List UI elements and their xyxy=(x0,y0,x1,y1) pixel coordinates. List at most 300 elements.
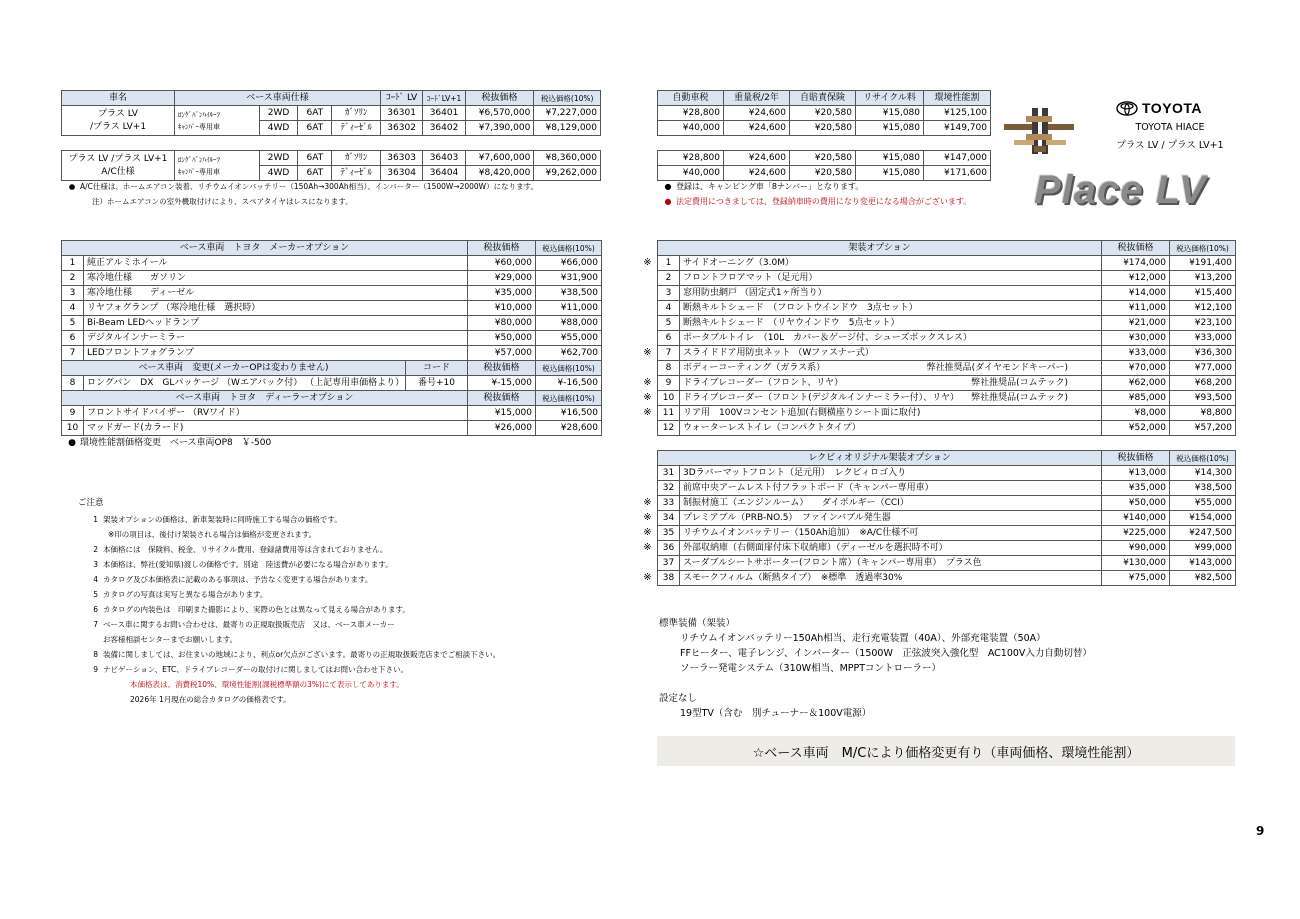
item-price-tax: ¥16,500 xyxy=(536,406,602,421)
tax-cell: ¥149,700 xyxy=(924,121,991,136)
item-name: リヤフォグランプ （寒冷地仕様 選択時） xyxy=(84,301,468,316)
item-name: スライドドア用防虫ネット （Wファスナー式） xyxy=(683,347,874,358)
price-change-banner xyxy=(657,736,1235,766)
asterisk-mark: ※ xyxy=(643,407,652,418)
model-name: TOYOTA HIACE xyxy=(1135,122,1205,133)
table-row xyxy=(658,346,1236,361)
orig-options-table xyxy=(657,450,1236,586)
table-row xyxy=(62,316,602,331)
price-cell: ¥8,420,000 xyxy=(465,166,534,181)
notice-item: 1 架装オプションの価格は、新車架装時に同時施工する場合の価格です。 xyxy=(93,515,342,524)
col-header-price: 税抜価格 xyxy=(468,361,536,376)
drive-cell: 2WD xyxy=(259,106,297,121)
item-price: ¥12,000 xyxy=(1102,271,1170,286)
car-name-cell: プラス LV /プラス LV+1 A/C仕様 xyxy=(62,151,175,181)
item-name-cell xyxy=(680,346,1102,361)
brand-emblem-icon xyxy=(1004,106,1074,156)
item-no: 35 xyxy=(658,526,680,541)
col-header-car-name: 車名 xyxy=(62,91,175,106)
item-no: 11 xyxy=(658,406,680,421)
item-extra: 弊社推奨品(ダイヤモンドキーパー) xyxy=(926,362,1069,373)
item-no: 3 xyxy=(658,286,680,301)
drive-cell: 2WD xyxy=(259,151,297,166)
item-name: デジタルインナーミラー xyxy=(84,331,468,346)
col-header-price: 税抜価格 xyxy=(468,241,536,256)
item-no: 9 xyxy=(62,406,84,421)
code-lv1-cell: 36402 xyxy=(423,121,465,136)
col-header-recycle: リサイクル料 xyxy=(856,91,924,106)
item-no: 1 xyxy=(658,256,680,271)
tax-cell: ¥40,000 xyxy=(658,121,724,136)
item-price-tax: ¥36,300 xyxy=(1170,346,1236,361)
item-no: 4 xyxy=(62,301,84,316)
item-name: LEDフロントフォグランプ xyxy=(84,346,468,361)
price-change-banner-text: ☆ベース車両 M/Cにより価格変更有り（車両価格、環境性能割） xyxy=(752,745,1140,761)
item-code: 番号+10 xyxy=(406,376,468,391)
item-price: ¥21,000 xyxy=(1102,316,1170,331)
item-price-tax: ¥8,800 xyxy=(1170,406,1236,421)
code-lv1-cell: 36403 xyxy=(423,151,465,166)
notice-item: 2 本価格には 保険料、税金、リサイクル費用、登録諸費用等は含まれておりません。 xyxy=(93,545,388,554)
tax-cell: ¥24,600 xyxy=(724,166,790,181)
asterisk-mark: ※ xyxy=(643,392,652,403)
item-price-tax: ¥154,000 xyxy=(1170,511,1236,526)
col-header-base-spec: ベース車両仕様 xyxy=(175,91,381,106)
table-row xyxy=(658,361,1236,376)
price-tax-cell: ¥7,227,000 xyxy=(534,106,601,121)
setting-none-line: 19型TV（含む 別チューナー＆100V電源） xyxy=(680,708,872,719)
item-price: ¥75,000 xyxy=(1102,571,1170,586)
tax-cell: ¥20,580 xyxy=(790,106,856,121)
col-header-price: 税抜価格 xyxy=(468,391,536,406)
item-price: ¥26,000 xyxy=(468,421,536,436)
table-row xyxy=(658,271,1236,286)
code-lv-cell: 36304 xyxy=(380,166,422,181)
trans-cell: 6AT xyxy=(298,121,332,136)
table-row xyxy=(658,496,1236,511)
item-name-cell xyxy=(680,331,1102,346)
item-no: 3 xyxy=(62,286,84,301)
item-no: 10 xyxy=(658,391,680,406)
table-row xyxy=(62,286,602,301)
asterisk-mark: ※ xyxy=(643,512,652,523)
legal-fee-note: ● 法定費用につきましては、登録納車時の費用になり変更になる場合がございます。 xyxy=(664,197,972,206)
table-row xyxy=(62,331,602,346)
notices-title: ご注意 xyxy=(78,498,104,508)
tax-cell: ¥28,800 xyxy=(658,106,724,121)
item-name: 寒冷地仕様 ガソリン xyxy=(84,271,468,286)
item-name: 窓用防虫網戸 （固定式1ヶ所当り） xyxy=(683,287,827,298)
table-row xyxy=(658,316,1236,331)
item-name: ロングバン DX GLパッケージ （Wエアバック付） （上記専用車価格より） xyxy=(84,376,406,391)
item-name-cell xyxy=(680,301,1102,316)
col-header-code: コード xyxy=(406,361,468,376)
col-header-price: 税抜価格 xyxy=(1102,241,1170,256)
item-price: ¥35,000 xyxy=(1102,481,1170,496)
item-price: ¥130,000 xyxy=(1102,556,1170,571)
car-type-cell: ﾛﾝｸﾞﾊﾞﾝﾊｲﾙｰﾌ ｷｬﾝﾊﾟｰ専用車 xyxy=(175,151,260,181)
item-price: ¥50,000 xyxy=(468,331,536,346)
col-header-price-tax: 税込価格(10%) xyxy=(536,241,602,256)
car-type-cell: ﾛﾝｸﾞﾊﾞﾝﾊｲﾙｰﾌ ｷｬﾝﾊﾟｰ専用車 xyxy=(175,106,260,136)
drive-cell: 4WD xyxy=(259,121,297,136)
item-price: ¥50,000 xyxy=(1102,496,1170,511)
item-no: 2 xyxy=(658,271,680,286)
col-header-code-lv1: ｺｰﾄﾞLV+1 xyxy=(423,91,465,106)
build-options-title: 架装オプション xyxy=(658,241,1102,256)
item-price-tax: ¥38,500 xyxy=(536,286,602,301)
table-row xyxy=(62,346,602,361)
grade-name: プラス LV / プラス LV+1 xyxy=(1116,140,1224,151)
build-options-table xyxy=(657,240,1236,436)
catalog-date-note: 2026年 1月現在の総合カタログの価格表です。 xyxy=(130,695,291,704)
item-extra: 弊社推奨品(コムテック) xyxy=(971,392,1069,403)
table-row xyxy=(62,271,602,286)
table-row xyxy=(62,406,602,421)
table-row xyxy=(658,421,1236,436)
item-name: ポータブルトイレ （10L カバー＆ゲージ付、シューズボックスレス） xyxy=(683,332,972,343)
item-name: スモークフィルム（断熱タイプ） ※標準 透過率30% xyxy=(680,571,1102,586)
item-price: ¥35,000 xyxy=(468,286,536,301)
item-no: 37 xyxy=(658,556,680,571)
tax-cell: ¥20,580 xyxy=(790,166,856,181)
col-header-price-tax: 税込価格(10%) xyxy=(536,361,602,376)
notice-item: 5 カタログの写真は実写と異なる場合があります。 xyxy=(93,590,268,599)
notice-item: お客様相談センターまでお願いします。 xyxy=(103,635,238,644)
item-name-cell xyxy=(680,271,1102,286)
notices-section xyxy=(78,497,598,707)
asterisk-mark xyxy=(638,330,657,345)
item-name: プレミアブル（PRB-NO.5） ファインバブル発生器 xyxy=(680,511,1102,526)
item-no: 7 xyxy=(62,346,84,361)
item-name: 断熱キルトシェード （フロントウインドウ 3点セット） xyxy=(683,302,918,313)
asterisk-mark xyxy=(638,555,657,570)
tax-cell: ¥28,800 xyxy=(658,151,724,166)
asterisk-mark: ※ xyxy=(643,347,652,358)
item-no: 2 xyxy=(62,271,84,286)
code-lv1-cell: 36401 xyxy=(423,106,465,121)
item-price-tax: ¥191,400 xyxy=(1170,256,1236,271)
item-name: 前席中央アームレスト付フラットボード（キャンパー専用車） xyxy=(680,481,1102,496)
item-name-cell xyxy=(680,256,1102,271)
fuel-cell: ﾃﾞｨｰｾﾞﾙ xyxy=(332,121,380,136)
orig-options-marks xyxy=(638,450,657,585)
item-price: ¥52,000 xyxy=(1102,421,1170,436)
table-row xyxy=(658,406,1236,421)
notice-item: 3 本価格は、弊社(愛知県)渡しの価格です。別途 陸送費が必要になる場合があります。 xyxy=(93,560,393,569)
base-vehicle-table xyxy=(61,90,601,136)
asterisk-mark xyxy=(638,480,657,495)
item-price: ¥174,000 xyxy=(1102,256,1170,271)
notice-item: 7 ベース車に関するお問い合わせは、最寄りの正規取扱販売店 又は、ベース車メーカー xyxy=(93,620,395,629)
item-price: ¥29,000 xyxy=(468,271,536,286)
item-no: 1 xyxy=(62,256,84,271)
item-price-tax: ¥247,500 xyxy=(1170,526,1236,541)
item-price-tax: ¥33,000 xyxy=(1170,331,1236,346)
asterisk-mark xyxy=(638,360,657,375)
table-row xyxy=(62,301,602,316)
item-price: ¥13,000 xyxy=(1102,466,1170,481)
env-tax-note: ● 環境性能割価格変更 ベース車両OP8 ￥-500 xyxy=(68,438,272,448)
orig-options-title: レクビィオリジナル架装オプション xyxy=(658,451,1102,466)
col-header-price: 税抜価格 xyxy=(465,91,534,106)
tax-display-note: 本価格表は、消費税10%、環境性能割(課税標準額の3%)にて表示してあります。 xyxy=(130,680,404,689)
car-name-cell: プラス LV /プラス LV+1 xyxy=(62,106,175,136)
item-no: 12 xyxy=(658,421,680,436)
item-price-tax: ¥12,100 xyxy=(1170,301,1236,316)
table-row xyxy=(658,511,1236,526)
item-price: ¥10,000 xyxy=(468,301,536,316)
tax-cell: ¥125,100 xyxy=(924,106,991,121)
item-no: 38 xyxy=(658,571,680,586)
col-header-weight-tax: 重量税/2年 xyxy=(724,91,790,106)
dealer-options-title: ベース車両 トヨタ ディーラーオプション xyxy=(62,391,468,406)
item-name-cell xyxy=(680,316,1102,331)
item-no: 9 xyxy=(658,376,680,391)
item-price: ¥8,000 xyxy=(1102,406,1170,421)
tax-cell: ¥20,580 xyxy=(790,151,856,166)
item-price-tax: ¥55,000 xyxy=(1170,496,1236,511)
tax-cell: ¥15,080 xyxy=(856,166,924,181)
item-no: 6 xyxy=(658,331,680,346)
item-no: 36 xyxy=(658,541,680,556)
setting-none-title: 設定なし xyxy=(659,693,698,704)
trans-cell: 6AT xyxy=(298,106,332,121)
item-no: 5 xyxy=(658,316,680,331)
toyota-wordmark: TOYOTA xyxy=(1142,100,1203,116)
item-price-tax: ¥14,300 xyxy=(1170,466,1236,481)
item-name-cell xyxy=(680,406,1102,421)
tax-cell: ¥147,000 xyxy=(924,151,991,166)
item-price: ¥140,000 xyxy=(1102,511,1170,526)
item-price-tax: ¥28,600 xyxy=(536,421,602,436)
col-header-price-tax: 税込価格(10%) xyxy=(1170,241,1236,256)
notice-item: 4 カタログ及び本価格表に記載のある事項は、予告なく変更する場合があります。 xyxy=(93,575,373,584)
item-name: ボディーコーティング（ガラス系） xyxy=(683,362,826,373)
item-no: 6 xyxy=(62,331,84,346)
item-price-tax: ¥93,500 xyxy=(1170,391,1236,406)
item-name-cell xyxy=(680,286,1102,301)
item-price: ¥80,000 xyxy=(468,316,536,331)
table-row xyxy=(658,301,1236,316)
place-lv-logo xyxy=(1034,168,1229,214)
item-name: スーダブルシートサポーター(フロント席）（キャンパー専用車） プラス色 xyxy=(680,556,1102,571)
price-cell: ¥7,390,000 xyxy=(465,121,534,136)
tax-fee-table xyxy=(657,90,991,136)
item-no: 8 xyxy=(62,376,84,391)
item-name: マッドガード(カラード) xyxy=(84,421,468,436)
price-tax-cell: ¥8,360,000 xyxy=(534,151,601,166)
asterisk-mark: ※ xyxy=(643,572,652,583)
item-name-cell xyxy=(680,391,1102,406)
item-no: 10 xyxy=(62,421,84,436)
item-name: リア用 100Vコンセント追加(右側横座りシート面に取付) xyxy=(683,407,921,418)
tax-cell: ¥171,600 xyxy=(924,166,991,181)
price-cell: ¥7,600,000 xyxy=(465,151,534,166)
fuel-cell: ｶﾞｿﾘﾝ xyxy=(332,106,380,121)
item-name: 断熱キルトシェード （リヤウインドウ 5点セット） xyxy=(683,317,900,328)
item-name: サイドオーニング（3.0M） xyxy=(683,257,794,268)
item-price: ¥33,000 xyxy=(1102,346,1170,361)
equipment-line: FFヒーター、電子レンジ、インバーター（1500W 正弦波突入強化型 AC100V入力自動切替） xyxy=(680,648,1092,659)
item-price-tax: ¥143,000 xyxy=(1170,556,1236,571)
code-lv-cell: 36301 xyxy=(380,106,422,121)
item-price-tax: ¥13,200 xyxy=(1170,271,1236,286)
tax-cell: ¥24,600 xyxy=(724,151,790,166)
col-header-insurance: 自賠責保険 xyxy=(790,91,856,106)
item-no: 5 xyxy=(62,316,84,331)
code-lv-cell: 36303 xyxy=(380,151,422,166)
table-row xyxy=(658,526,1236,541)
item-name-cell xyxy=(680,361,1102,376)
asterisk-mark: ※ xyxy=(643,542,652,553)
item-no: 31 xyxy=(658,466,680,481)
col-header-price-tax: 税込価格(10%) xyxy=(1170,451,1236,466)
tax-cell: ¥40,000 xyxy=(658,166,724,181)
item-price-tax: ¥11,000 xyxy=(536,301,602,316)
tax-fee-ac-table xyxy=(657,150,991,181)
fuel-cell: ｶﾞｿﾘﾝ xyxy=(332,151,380,166)
toyota-emblem-icon xyxy=(1116,101,1138,116)
col-header-auto-tax: 自動車税 xyxy=(658,91,724,106)
table-row xyxy=(658,256,1236,271)
table-row xyxy=(658,571,1236,586)
code-lv1-cell: 36404 xyxy=(423,166,465,181)
toyota-logo xyxy=(1116,99,1226,117)
table-row xyxy=(62,421,602,436)
item-price-tax: ¥-16,500 xyxy=(536,376,602,391)
place-lv-logo-text: Place LV xyxy=(1034,168,1207,212)
item-name: フロントサイドバイザー （RVワイド） xyxy=(84,406,468,421)
item-price-tax: ¥77,000 xyxy=(1170,361,1236,376)
maker-options-title: ベース車両 トヨタ メーカーオプション xyxy=(62,241,468,256)
item-price-tax: ¥82,500 xyxy=(1170,571,1236,586)
item-price-tax: ¥62,700 xyxy=(536,346,602,361)
equipment-section xyxy=(659,616,1219,721)
item-price: ¥85,000 xyxy=(1102,391,1170,406)
item-price: ¥70,000 xyxy=(1102,361,1170,376)
build-options-marks xyxy=(638,240,657,435)
item-price-tax: ¥99,000 xyxy=(1170,541,1236,556)
item-price: ¥60,000 xyxy=(468,256,536,271)
item-no: 33 xyxy=(658,496,680,511)
item-name: 純正アルミホイール xyxy=(84,256,468,271)
item-name: ドライブレコーダー（フロント(デジタルインナーミラー付）、リヤ） xyxy=(683,392,959,403)
item-price-tax: ¥88,000 xyxy=(536,316,602,331)
item-price-tax: ¥31,900 xyxy=(536,271,602,286)
table-row xyxy=(658,391,1236,406)
item-price: ¥-15,000 xyxy=(468,376,536,391)
drive-cell: 4WD xyxy=(259,166,297,181)
item-price: ¥62,000 xyxy=(1102,376,1170,391)
col-header-price-tax: 税込価格(10%) xyxy=(536,391,602,406)
item-extra: 弊社推奨品(コムテック) xyxy=(971,377,1069,388)
price-tax-cell: ¥8,129,000 xyxy=(534,121,601,136)
item-no: 8 xyxy=(658,361,680,376)
table-row xyxy=(62,376,602,391)
table-row xyxy=(658,376,1236,391)
item-name: 外部収納庫（右側面扉付床下収納庫）（ディーゼルを選択時不可） xyxy=(680,541,1102,556)
item-price-tax: ¥55,000 xyxy=(536,331,602,346)
spare-tire-note: 注）ホームエアコンの室外機取付けにより、スペアタイヤはレスになります。 xyxy=(92,197,353,206)
asterisk-mark: ※ xyxy=(643,377,652,388)
item-price: ¥15,000 xyxy=(468,406,536,421)
item-name: ウォーターレストイレ（コンパクトタイプ） xyxy=(683,422,861,433)
fuel-cell: ﾃﾞｨｰｾﾞﾙ xyxy=(332,166,380,181)
asterisk-mark xyxy=(638,285,657,300)
item-name: Bi-Beam LEDヘッドランプ xyxy=(84,316,468,331)
table-row xyxy=(658,466,1236,481)
item-price-tax: ¥23,100 xyxy=(1170,316,1236,331)
item-price: ¥11,000 xyxy=(1102,301,1170,316)
price-cell: ¥6,570,000 xyxy=(465,106,534,121)
item-price-tax: ¥66,000 xyxy=(536,256,602,271)
registration-note: ● 登録は、キャンピング車「8ナンバー」となります。 xyxy=(664,182,864,191)
item-name: 寒冷地仕様 ディーゼル xyxy=(84,286,468,301)
asterisk-mark: ※ xyxy=(643,497,652,508)
item-no: 34 xyxy=(658,511,680,526)
item-name-cell xyxy=(680,421,1102,436)
asterisk-mark xyxy=(638,420,657,435)
item-price-tax: ¥38,500 xyxy=(1170,481,1236,496)
tax-cell: ¥20,580 xyxy=(790,121,856,136)
table-row xyxy=(658,286,1236,301)
equipment-line: リチウムイオンバッテリー150Ah相当、走行充電装置（40A）、外部充電装置（50A） xyxy=(680,633,1046,644)
asterisk-mark: ※ xyxy=(643,527,652,538)
table-row xyxy=(658,331,1236,346)
base-change-title: ベース車両 変更(メーカーOPは変わりません) xyxy=(62,361,406,376)
item-name: 制振材施工（エンジンルーム） ダイポルギー（CCI） xyxy=(680,496,1102,511)
asterisk-mark xyxy=(638,465,657,480)
item-no: 4 xyxy=(658,301,680,316)
item-price: ¥90,000 xyxy=(1102,541,1170,556)
tax-cell: ¥15,080 xyxy=(856,121,924,136)
item-price: ¥57,000 xyxy=(468,346,536,361)
trans-cell: 6AT xyxy=(298,166,332,181)
asterisk-mark xyxy=(638,300,657,315)
page-number: 9 xyxy=(1256,824,1265,838)
item-price-tax: ¥15,400 xyxy=(1170,286,1236,301)
item-price: ¥30,000 xyxy=(1102,331,1170,346)
notice-item: 6 カタログの内装色は 印刷また撮影により、実際の色とは異なって見える場合があります。 xyxy=(93,605,410,614)
col-header-env-tax: 環境性能割 xyxy=(924,91,991,106)
item-price: ¥14,000 xyxy=(1102,286,1170,301)
tax-cell: ¥24,600 xyxy=(724,106,790,121)
item-price-tax: ¥68,200 xyxy=(1170,376,1236,391)
table-row xyxy=(658,556,1236,571)
col-header-price-tax: 税込価格(10%) xyxy=(534,91,601,106)
price-tax-cell: ¥9,262,000 xyxy=(534,166,601,181)
table-row xyxy=(62,256,602,271)
item-name: ドライブレコーダー（フロント、リヤ） xyxy=(683,377,844,388)
item-name: リチウムイオンバッテリー（150Ah追加） ※A/C仕様不可 xyxy=(680,526,1102,541)
tax-cell: ¥15,080 xyxy=(856,106,924,121)
asterisk-mark: ※ xyxy=(643,257,652,268)
table-row xyxy=(658,481,1236,496)
equipment-line: ソーラー発電システム（310W相当、MPPTコントローラー） xyxy=(680,663,942,674)
ac-spec-note: ● A/C仕様は、ホームエアコン装着、リチウムイオンバッテリー（150Ah→300Ah相当）、インバーター（1500W→2000W）になります。 xyxy=(68,182,538,191)
asterisk-mark xyxy=(638,270,657,285)
code-lv-cell: 36302 xyxy=(380,121,422,136)
col-header-code-lv: ｺｰﾄﾞ LV xyxy=(380,91,422,106)
tax-cell: ¥15,080 xyxy=(856,151,924,166)
col-header-price: 税抜価格 xyxy=(1102,451,1170,466)
equipment-title: 標準装備（架装） xyxy=(659,618,736,629)
notice-item: ※印の項目は、後付け架装される場合は価格が変更されます。 xyxy=(108,530,317,539)
notice-item: 8 装備に関しましては、お住まいの地域により、利点or欠点がございます。最寄りの正規取扱販売店までご相談下さい。 xyxy=(93,650,501,659)
tax-cell: ¥24,600 xyxy=(724,121,790,136)
trans-cell: 6AT xyxy=(298,151,332,166)
